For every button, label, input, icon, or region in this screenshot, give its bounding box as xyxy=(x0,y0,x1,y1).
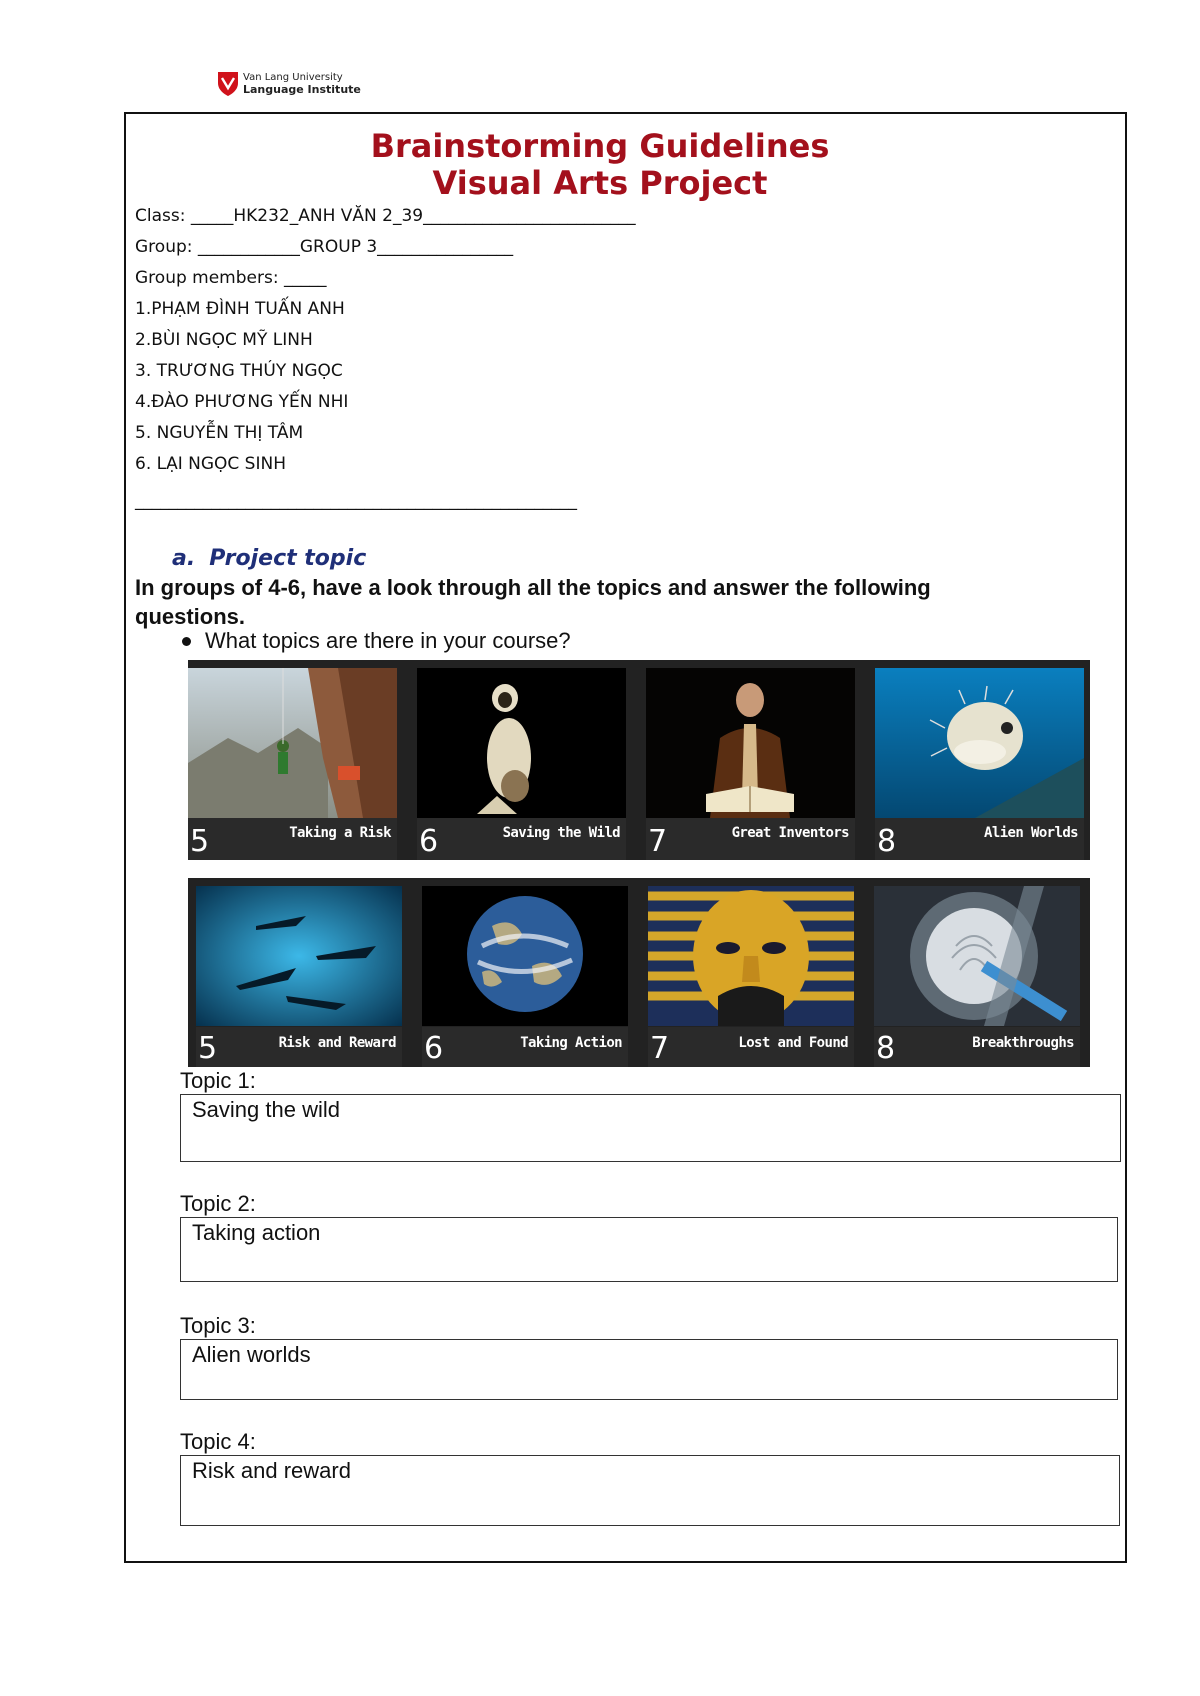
topic-3-answer: Alien worlds xyxy=(192,1342,311,1367)
fingerprint-photo-icon xyxy=(874,886,1080,1026)
topic-card xyxy=(417,660,626,860)
topic-4-answer-box[interactable] xyxy=(180,1455,1120,1526)
topic-card xyxy=(646,660,855,860)
topic-strip-review-units-5-8 xyxy=(188,878,1090,1067)
topic-3-answer-box[interactable] xyxy=(180,1339,1118,1400)
topic-2-label: Topic 2: xyxy=(180,1191,256,1216)
topic-caption: Taking Action xyxy=(520,1035,622,1051)
topic-strip-units-5-8 xyxy=(188,660,1090,860)
pharaoh-mask-photo-icon xyxy=(648,886,854,1026)
topic-card xyxy=(196,878,402,1067)
member-item: 5. NGUYỄN THỊ TÂM xyxy=(135,423,304,443)
page-subtitle: Visual Arts Project xyxy=(432,164,768,202)
members-label: Group members: _____ xyxy=(135,268,327,288)
scholar-photo-icon xyxy=(646,668,855,818)
unit-number: 6 xyxy=(419,824,439,859)
unit-number: 5 xyxy=(198,1031,218,1066)
member-item: 2.BÙI NGỌC MỸ LINH xyxy=(135,330,313,350)
topic-card xyxy=(422,878,628,1067)
separator-line: ____________________________________________________ xyxy=(135,491,577,511)
member-item: 4.ĐÀO PHƯƠNG YẾN NHI xyxy=(135,392,349,412)
topic-caption: Risk and Reward xyxy=(278,1035,396,1051)
topic-3-label: Topic 3: xyxy=(180,1313,256,1338)
section-heading xyxy=(172,546,366,571)
topic-2-answer-box[interactable] xyxy=(180,1217,1118,1282)
unit-number: 7 xyxy=(648,824,668,859)
topic-caption: Alien Worlds xyxy=(984,825,1078,841)
member-item: 3. TRƯƠNG THÚY NGỌC xyxy=(135,361,343,381)
topic-card xyxy=(648,878,854,1067)
lemur-photo-icon xyxy=(417,668,626,818)
question-text: What topics are there in your course? xyxy=(205,628,571,653)
unit-number: 7 xyxy=(650,1031,670,1066)
topic-caption: Taking a Risk xyxy=(289,825,391,841)
unit-number: 8 xyxy=(877,824,897,859)
member-item: 1.PHẠM ĐÌNH TUẤN ANH xyxy=(135,299,345,319)
bullet-question xyxy=(182,628,571,654)
topic-1-answer-box[interactable] xyxy=(180,1094,1121,1162)
page-title: Brainstorming Guidelines xyxy=(370,127,830,165)
unit-number: 8 xyxy=(876,1031,896,1066)
logo-university-name: Van Lang University xyxy=(243,72,343,83)
group-line: Group: ____________GROUP 3________________ xyxy=(135,237,514,257)
topic-1-answer: Saving the wild xyxy=(192,1097,340,1122)
topic-caption: Saving the Wild xyxy=(502,825,620,841)
pufferfish-photo-icon xyxy=(875,668,1084,818)
topic-caption: Breakthroughs xyxy=(972,1035,1074,1051)
section-letter: a. xyxy=(172,546,196,571)
topic-4-label: Topic 4: xyxy=(180,1429,256,1454)
climber-photo-icon xyxy=(188,668,397,818)
topic-card xyxy=(188,660,397,860)
logo-institute-name: Language Institute xyxy=(243,83,361,96)
bullet-icon xyxy=(182,637,191,646)
topic-caption: Great Inventors xyxy=(731,825,849,841)
sharks-photo-icon xyxy=(196,886,402,1026)
topic-2-answer: Taking action xyxy=(192,1220,321,1245)
shield-logo-icon xyxy=(217,71,239,97)
unit-number: 5 xyxy=(190,824,210,859)
unit-number: 6 xyxy=(424,1031,444,1066)
topic-card xyxy=(874,878,1080,1067)
topic-caption: Lost and Found xyxy=(738,1035,848,1051)
member-item: 6. LẠI NGỌC SINH xyxy=(135,454,286,474)
institute-logo xyxy=(217,71,361,97)
section-title: Project topic xyxy=(209,546,367,571)
topic-card xyxy=(875,660,1084,860)
topic-4-answer: Risk and reward xyxy=(192,1458,351,1483)
instructions-text: In groups of 4-6, have a look through all the topics and answer the following questions. xyxy=(135,575,931,629)
earth-photo-icon xyxy=(422,886,628,1026)
topic-1-label: Topic 1: xyxy=(180,1068,256,1093)
class-line: Class: _____HK232_ANH VĂN 2_39_________________________ xyxy=(135,206,636,226)
